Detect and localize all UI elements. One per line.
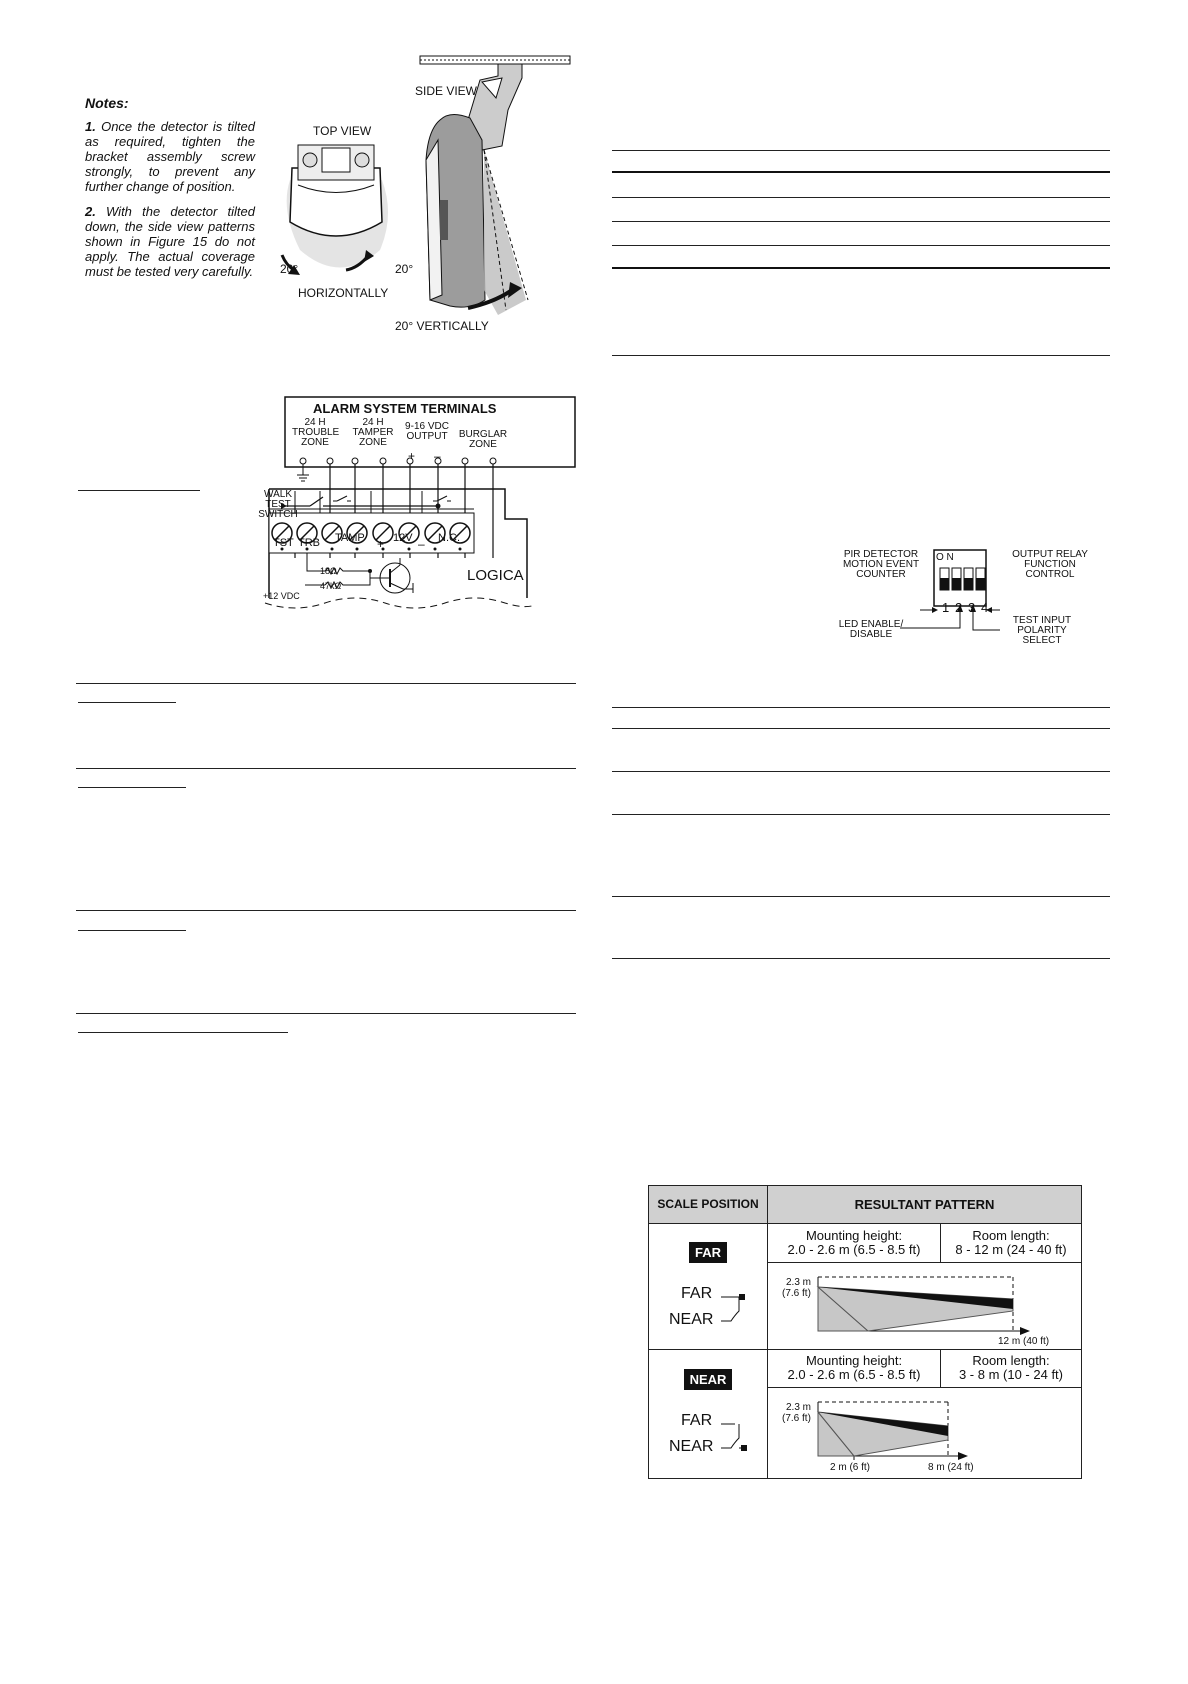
far-distance-label: 12 m (40 ft)	[998, 1335, 1050, 1347]
far-room-value: 8 - 12 m (24 - 40 ft)	[955, 1242, 1067, 1258]
side-view-label: SIDE VIEW	[415, 84, 478, 98]
near-scale-graphic	[649, 1408, 767, 1458]
far-scale-far-label: FAR	[681, 1285, 713, 1303]
dip-number-4: 4	[981, 600, 989, 615]
pattern-table	[648, 1185, 1082, 1479]
near-scale-far-label: FAR	[681, 1412, 713, 1430]
far-scale-graphic	[649, 1281, 767, 1331]
near-height-label: 2.3 m	[786, 1402, 812, 1414]
dip-number-2: 2	[955, 600, 963, 615]
far-pattern-cell	[768, 1262, 1082, 1349]
near-distance-1-label: 2 m (6 ft)	[830, 1462, 871, 1474]
far-mount-label: Mounting height:	[805, 1228, 903, 1244]
note-1	[85, 119, 255, 194]
terminal-plus-label: +	[377, 537, 385, 551]
section-rule	[76, 683, 576, 684]
dip-label-output-relay: OUTPUT RELAY FUNCTION CONTROL	[1012, 549, 1088, 580]
table-rule	[612, 150, 1110, 151]
terminal-minus-label: –	[418, 537, 425, 551]
section-rule	[76, 910, 576, 911]
near-pattern-cell	[768, 1388, 1082, 1479]
near-scale-cell	[649, 1349, 768, 1478]
col-scale-position: SCALE POSITION	[649, 1186, 768, 1224]
table-rule	[612, 355, 1110, 356]
heading-underline	[78, 930, 186, 931]
near-mount-cell	[768, 1349, 941, 1387]
walk-test-switch-label: WALK TEST SWITCH	[258, 489, 298, 520]
table-rule	[612, 221, 1110, 222]
zone-trouble-label: 24 H TROUBLE ZONE	[292, 417, 340, 448]
heading-underline	[78, 1032, 288, 1033]
table-rule	[612, 171, 1110, 173]
near-mount-value: 2.0 - 2.6 m (6.5 - 8.5 ft)	[787, 1367, 921, 1383]
note-2-text: With the detector tilted down, the side view patterns shown in Figure 15 do not apply. The actual coverage must be tested very carefully.	[85, 204, 255, 279]
far-mount-cell	[768, 1224, 941, 1262]
notes-heading: Notes:	[85, 95, 129, 111]
terminal-tst-label: TST	[273, 537, 294, 549]
far-scale-cell	[649, 1224, 768, 1349]
far-scale-near-label: NEAR	[669, 1311, 714, 1329]
vertically-label: 20° VERTICALLY	[395, 319, 489, 333]
far-room-cell	[941, 1224, 1082, 1262]
far-tag: FAR	[689, 1242, 727, 1263]
resistor-18-label: 18Ω	[320, 566, 337, 576]
heading-underline	[78, 702, 176, 703]
note-2-number: 2.	[85, 204, 96, 219]
logica-brand: LOGICA	[467, 567, 524, 584]
terminal-nc-label: N.C.	[438, 532, 460, 544]
dip-label-motion-counter: PIR DETECTOR MOTION EVENT COUNTER	[842, 549, 920, 580]
far-height-ft-label: (7.6 ft)	[782, 1287, 811, 1299]
table-rule	[612, 958, 1110, 959]
note-1-number: 1.	[85, 119, 96, 134]
col-resultant-pattern: RESULTANT PATTERN	[768, 1186, 1082, 1224]
output-minus-label: –	[434, 449, 441, 463]
horizontally-label: HORIZONTALLY	[298, 286, 389, 300]
note-2	[85, 204, 255, 279]
near-tag: NEAR	[684, 1369, 733, 1390]
output-plus-label: +	[408, 449, 416, 463]
dip-number-3: 3	[968, 600, 976, 615]
near-room-value: 3 - 8 m (10 - 24 ft)	[958, 1367, 1064, 1383]
near-height-ft-label: (7.6 ft)	[782, 1413, 811, 1425]
heading-underline	[78, 787, 186, 788]
notes-block	[85, 96, 255, 289]
near-pattern-graphic	[768, 1388, 1082, 1478]
top-view-label: TOP VIEW	[313, 124, 372, 138]
table-rule	[612, 197, 1110, 198]
table-rule	[612, 245, 1110, 246]
zone-burglar-label: BURGLAR ZONE	[458, 429, 508, 450]
zone-tamper-label: 24 H TAMPER ZONE	[352, 417, 394, 448]
angle-right-label: 20°	[395, 262, 414, 276]
terminal-12v-label: 12V	[393, 532, 413, 544]
ceiling-plate	[420, 56, 570, 64]
resistor-47k-label: 47kΩ	[320, 581, 342, 591]
near-room-label: Room length:	[972, 1353, 1050, 1369]
near-room-cell	[941, 1349, 1082, 1387]
far-room-label: Room length:	[972, 1228, 1050, 1244]
table-rule	[612, 896, 1110, 897]
figure-caption-rule	[78, 490, 200, 491]
far-mount-value: 2.0 - 2.6 m (6.5 - 8.5 ft)	[787, 1242, 921, 1258]
dip-number-1: 1	[942, 600, 950, 615]
table-rule	[612, 771, 1110, 772]
table-rule	[612, 267, 1110, 269]
dip-label-led: LED ENABLE/ DISABLE	[838, 619, 904, 640]
dip-label-test-input: TEST INPUT POLARITY SELECT	[1012, 615, 1072, 646]
dip-on-label: O N	[936, 552, 954, 563]
table-rule	[612, 814, 1110, 815]
angle-left-label: 20°	[280, 262, 299, 276]
table-rule	[612, 707, 1110, 708]
zone-output-label: 9-16 VDC OUTPUT	[405, 421, 449, 442]
far-height-label: 2.3 m	[786, 1276, 812, 1288]
section-rule	[76, 1013, 576, 1014]
alarm-terminals-title: ALARM SYSTEM TERMINALS	[313, 401, 497, 416]
near-distance-2-label: 8 m (24 ft)	[928, 1462, 974, 1474]
vdc-label: +12 VDC	[263, 591, 300, 601]
near-scale-near-label: NEAR	[669, 1438, 714, 1456]
note-1-text: Once the detector is tilted as required, tighten the bracket assembly screw strongly, to prevent any further change of position.	[85, 119, 255, 194]
near-mount-label: Mounting height:	[805, 1353, 903, 1369]
terminal-tamp-label: TAMP	[335, 532, 365, 544]
terminal-trb-label: TRB	[298, 537, 320, 549]
section-rule	[76, 768, 576, 769]
table-rule	[612, 728, 1110, 729]
